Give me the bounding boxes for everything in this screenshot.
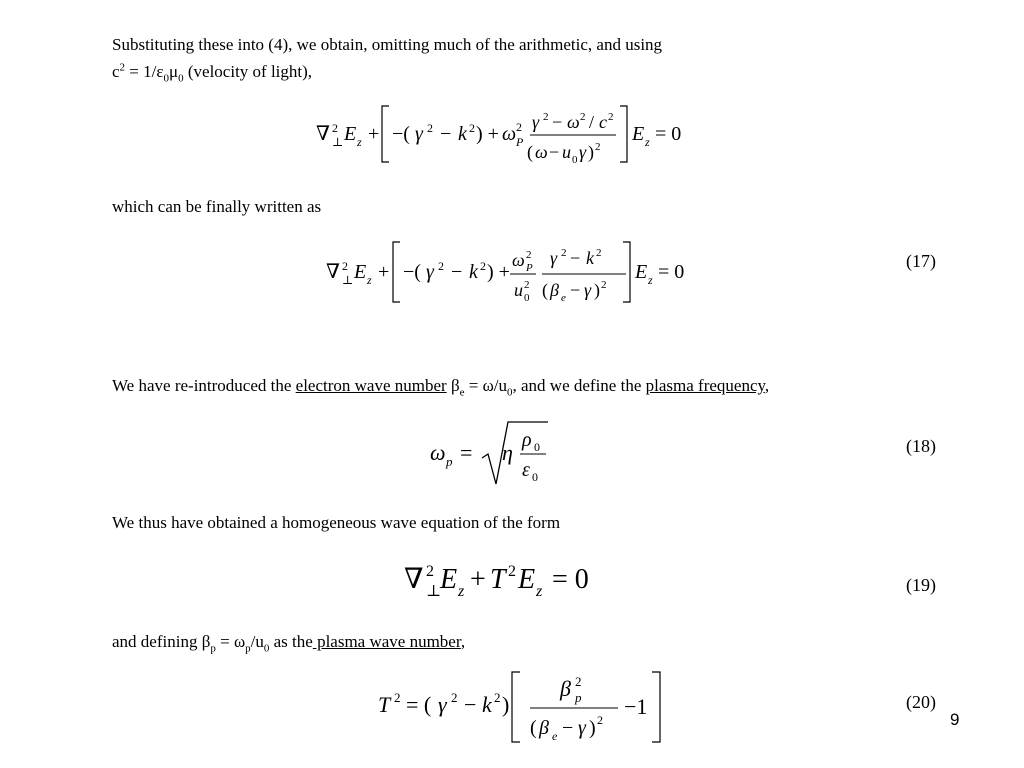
svg-text:η: η: [502, 440, 513, 465]
equation-number-19: (19): [906, 575, 936, 595]
svg-text:−1: −1: [624, 694, 648, 719]
svg-text:β: β: [550, 280, 559, 300]
svg-text:e: e: [552, 729, 558, 743]
svg-text:−: −: [552, 112, 563, 132]
svg-text:−: −: [464, 692, 477, 717]
svg-text:P: P: [526, 262, 533, 274]
svg-text:γ: γ: [579, 142, 587, 162]
svg-text:): ): [588, 142, 594, 162]
svg-text:T: T: [490, 564, 506, 595]
svg-text:2: 2: [480, 259, 486, 273]
svg-text:): ): [594, 280, 600, 300]
svg-text:= 0: = 0: [655, 123, 682, 145]
svg-text:T: T: [378, 692, 391, 717]
svg-text:E: E: [354, 261, 367, 283]
svg-text:∇: ∇: [404, 564, 424, 595]
svg-text:−: −: [570, 280, 581, 300]
svg-text:/: /: [589, 112, 595, 132]
svg-text:2: 2: [426, 563, 434, 580]
svg-text:= 0: = 0: [658, 261, 685, 283]
svg-text:z: z: [367, 273, 372, 287]
svg-text:γ: γ: [426, 261, 434, 283]
paragraph-reintroduced: We have re-introduced the electron wave number $\beta_e = \omega/u_0$, and we define the plasma frequency,: [112, 376, 770, 399]
page-number: 9: [950, 710, 960, 729]
svg-text:(: (: [527, 142, 533, 162]
equation-20: [372, 666, 672, 748]
link-plasma-wave-number: plasma wave number: [312, 632, 461, 651]
svg-text:−: −: [440, 123, 452, 145]
svg-text:z: z: [648, 273, 653, 287]
svg-text:⊥: ⊥: [332, 135, 344, 149]
equation-wave-unnumbered: [310, 100, 690, 170]
svg-text:⊥: ⊥: [426, 583, 442, 600]
svg-text:(: (: [530, 717, 537, 739]
svg-text:2: 2: [394, 690, 401, 705]
svg-text:2: 2: [561, 247, 567, 259]
svg-text:2: 2: [438, 259, 444, 273]
svg-text:u: u: [562, 142, 571, 162]
svg-text:E: E: [632, 123, 645, 145]
svg-text:2: 2: [601, 279, 607, 291]
svg-text:2: 2: [469, 121, 475, 135]
paragraph-substitution: [112, 34, 662, 89]
svg-text:k: k: [482, 692, 492, 717]
svg-text:P: P: [516, 135, 524, 149]
svg-text:⊥: ⊥: [342, 273, 354, 287]
svg-text:2: 2: [575, 674, 582, 689]
svg-text:2: 2: [451, 690, 458, 705]
svg-text:2: 2: [596, 247, 602, 259]
svg-text:k: k: [469, 261, 478, 283]
svg-text:p: p: [446, 454, 453, 469]
link-plasma-frequency: plasma frequency: [645, 376, 765, 395]
svg-text:e: e: [561, 292, 566, 304]
equation-17: [320, 236, 700, 308]
svg-text:ω: ω: [512, 250, 525, 270]
svg-text:z: z: [458, 583, 465, 600]
svg-text:ε: ε: [522, 459, 530, 481]
svg-text:z: z: [357, 135, 362, 149]
svg-text:2: 2: [516, 120, 522, 134]
equation-19: [400, 556, 640, 606]
svg-text:u: u: [514, 280, 523, 300]
svg-text:+: +: [470, 564, 486, 595]
svg-text:2: 2: [342, 259, 348, 273]
svg-text:2: 2: [508, 563, 516, 580]
paragraph-defining-beta-p: and defining $\beta_p = \omega_p/u_0$ as the plasma wave number,: [112, 632, 466, 655]
equation-number-20: (20): [906, 692, 936, 712]
svg-text:2: 2: [526, 249, 532, 261]
svg-text:= (: = (: [406, 692, 432, 717]
svg-text:2: 2: [597, 713, 603, 727]
svg-text:2: 2: [494, 690, 501, 705]
svg-text:γ: γ: [532, 112, 540, 132]
link-electron-wave-number: electron wave number: [295, 376, 447, 395]
svg-text:E: E: [440, 564, 458, 595]
svg-text:γ: γ: [415, 123, 423, 145]
svg-text:−: −: [562, 717, 574, 739]
svg-text:p: p: [575, 690, 582, 705]
svg-text:γ: γ: [584, 280, 592, 300]
svg-text:2: 2: [543, 111, 549, 123]
equation-number-17: (17): [906, 251, 936, 271]
svg-text:(: (: [542, 280, 548, 300]
paragraph-finally-written: which can be finally written as: [112, 197, 322, 216]
svg-text:c: c: [599, 112, 607, 132]
svg-text:∇: ∇: [316, 123, 330, 145]
svg-text:−: −: [570, 248, 581, 268]
svg-text:ω: ω: [535, 142, 548, 162]
svg-text:2: 2: [608, 111, 614, 123]
svg-text:z: z: [536, 583, 543, 600]
svg-text:+: +: [378, 261, 390, 283]
svg-text:) +: ) +: [487, 261, 510, 283]
svg-text:−(: −(: [392, 123, 410, 145]
svg-text:ρ: ρ: [522, 429, 532, 451]
svg-text:0: 0: [532, 470, 538, 484]
svg-text:β: β: [560, 676, 571, 701]
svg-text:): ): [589, 717, 596, 739]
svg-text:2: 2: [595, 141, 601, 153]
svg-text:z: z: [645, 135, 650, 149]
svg-text:+: +: [368, 123, 380, 145]
svg-text:ω: ω: [430, 440, 446, 465]
svg-text:k: k: [586, 248, 594, 268]
svg-text:E: E: [518, 564, 536, 595]
equation-number-18: (18): [906, 436, 936, 456]
svg-text:0: 0: [534, 440, 540, 454]
equation-18: [420, 420, 580, 492]
svg-text:β: β: [539, 717, 549, 739]
svg-text:γ: γ: [578, 717, 586, 739]
svg-text:): ): [502, 692, 510, 717]
svg-text:E: E: [344, 123, 357, 145]
svg-text:) +: ) +: [476, 123, 499, 145]
svg-text:=: =: [460, 440, 473, 465]
svg-text:2: 2: [524, 279, 530, 291]
svg-text:0: 0: [572, 154, 578, 166]
paragraph-homogeneous: We thus have obtained a homogeneous wave equation of the form: [112, 513, 561, 532]
svg-text:γ: γ: [550, 248, 558, 268]
svg-text:−: −: [549, 142, 560, 162]
svg-text:2: 2: [427, 121, 433, 135]
svg-text:2: 2: [580, 111, 586, 123]
svg-text:E: E: [635, 261, 648, 283]
svg-text:−: −: [451, 261, 463, 283]
svg-text:ω: ω: [502, 123, 517, 145]
svg-text:−(: −(: [403, 261, 421, 283]
paragraph-line: Substituting these into (4), we obtain, omitting much of the arithmetic, and using: [112, 35, 663, 54]
svg-text:ω: ω: [567, 112, 580, 132]
svg-text:0: 0: [524, 292, 530, 304]
svg-text:2: 2: [332, 121, 338, 135]
svg-text:∇: ∇: [326, 261, 340, 283]
svg-text:= 0: = 0: [552, 564, 589, 595]
paragraph-line: $c^2 = 1/\varepsilon_0\mu_0$ (velocity of light),: [112, 61, 313, 85]
svg-text:k: k: [458, 123, 467, 145]
svg-text:γ: γ: [438, 692, 447, 717]
